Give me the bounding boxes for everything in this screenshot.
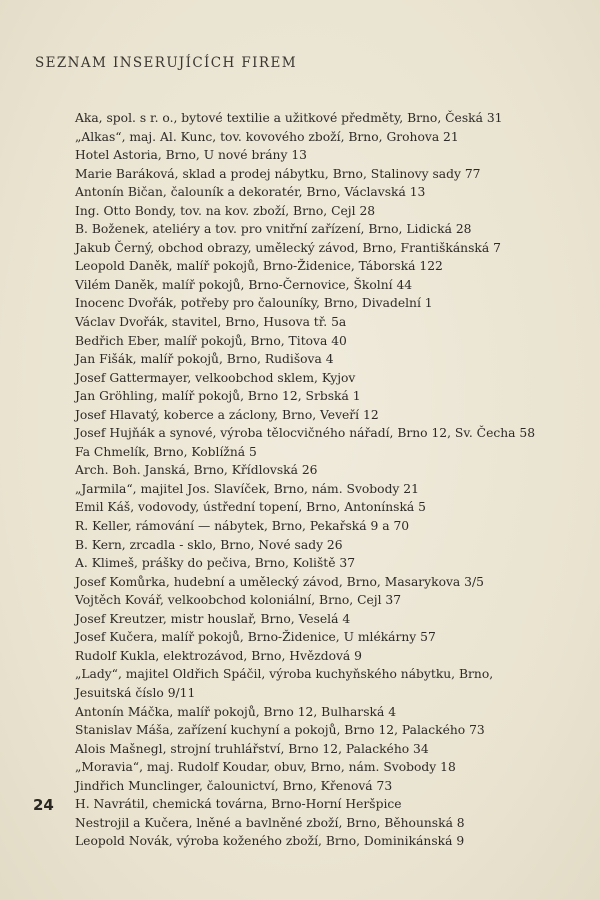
list-item: „Lady“, majitel Oldřich Spáčil, výroba kuchyňského nábytku, Brno, xyxy=(75,667,494,682)
list-item: Leopold Daněk, malíř pokojů, Brno-Židenice, Táborská 122 xyxy=(75,259,443,274)
list-item: Jan Gröhling, malíř pokojů, Brno 12, Srbská 1 xyxy=(75,389,361,404)
list-item: Rudolf Kukla, elektrozávod, Brno, Hvězdová 9 xyxy=(75,648,362,663)
list-item: Josef Kreutzer, mistr houslař, Brno, Veselá 4 xyxy=(75,611,351,626)
list-item: Josef Komůrka, hudební a umělecký závod, Brno, Masarykova 3/5 xyxy=(75,574,484,589)
list-item: A. Klimeš, prášky do pečiva, Brno, Koliště 37 xyxy=(75,556,356,571)
page-number: 24 xyxy=(33,796,54,814)
list-item: Jindřich Munclinger, čalounictví, Brno, Křenová 73 xyxy=(75,778,393,793)
list-item: Emil Káš, vodovody, ústřední topení, Brno, Antonínská 5 xyxy=(75,500,426,515)
list-item: „Moravia“, maj. Rudolf Koudar, obuv, Brno, nám. Svobody 18 xyxy=(75,760,456,775)
list-item: Vilém Daněk, malíř pokojů, Brno-Černovice, Školní 44 xyxy=(75,277,413,292)
page-header: SEZNAM INSERUJÍCÍCH FIREM xyxy=(35,55,297,71)
list-item: H. Navrátil, chemická továrna, Brno-Horní Heršpice xyxy=(75,797,402,812)
list-item: B. Kern, zrcadla - sklo, Brno, Nové sady 26 xyxy=(75,537,343,552)
list-item: Josef Hujňák a synové, výroba tělocvičného nářadí, Brno 12, Sv. Čecha 58 xyxy=(75,426,536,441)
list-item: B. Boženek, ateliéry a tov. pro vnitřní zařízení, Brno, Lidická 28 xyxy=(75,222,472,237)
list-item: Hotel Astoria, Brno, U nové brány 13 xyxy=(75,148,307,163)
list-item: Jan Fišák, malíř pokojů, Brno, Rudišova 4 xyxy=(75,352,334,367)
list-item: Vojtěch Kovář, velkoobchod koloniální, Brno, Cejl 37 xyxy=(75,593,402,608)
list-item: Inocenc Dvořák, potřeby pro čalouníky, Brno, Divadelní 1 xyxy=(75,296,433,311)
list-item: Bedřich Eber, malíř pokojů, Brno, Titova 40 xyxy=(75,333,347,348)
list-item: Arch. Boh. Janská, Brno, Křídlovská 26 xyxy=(75,463,318,478)
list-item: Stanislav Máša, zařízení kuchyní a pokojů, Brno 12, Palackého 73 xyxy=(75,723,485,738)
list-item: „Alkas“, maj. Al. Kunc, tov. kovového zboží, Brno, Grohova 21 xyxy=(75,129,459,144)
list-item: Josef Hlavatý, koberce a záclony, Brno, Veveří 12 xyxy=(75,407,379,422)
list-item: Nestrojil a Kučera, lněné a bavlněné zboží, Brno, Běhounská 8 xyxy=(75,815,465,830)
list-item: Ing. Otto Bondy, tov. na kov. zboží, Brno, Cejl 28 xyxy=(75,203,376,218)
list-item: Josef Gattermayer, velkoobchod sklem, Kyjov xyxy=(75,370,356,385)
list-item: Aka, spol. s r. o., bytové textilie a užitkové předměty, Brno, Česká 31 xyxy=(75,111,503,125)
list-item: Antonín Máčka, malíř pokojů, Brno 12, Bulharská 4 xyxy=(75,704,397,719)
list-item: Jakub Černý, obchod obrazy, umělecký závod, Brno, Františkánská 7 xyxy=(75,240,501,255)
list-item: Fa Chmelík, Brno, Koblížná 5 xyxy=(75,444,257,459)
list-item: Václav Dvořák, stavitel, Brno, Husova tř. 5a xyxy=(75,315,347,330)
list-item: „Jarmila“, majitel Jos. Slavíček, Brno, nám. Svobody 21 xyxy=(75,481,419,496)
advertiser-list xyxy=(75,109,575,851)
list-item: Marie Baráková, sklad a prodej nábytku, Brno, Stalinovy sady 77 xyxy=(75,166,481,181)
list-item: Josef Kučera, malíř pokojů, Brno-Židenice, U mlékárny 57 xyxy=(75,630,436,645)
list-item: Alois Mašnegl, strojní truhlářství, Brno 12, Palackého 34 xyxy=(75,741,429,756)
list-item: Antonín Bičan, čalouník a dekoratér, Brno, Václavská 13 xyxy=(75,185,426,200)
list-item: Leopold Novák, výroba koženého zboží, Brno, Dominikánská 9 xyxy=(75,834,465,849)
list-item: Jesuitská číslo 9/11 xyxy=(75,685,196,700)
list-item: R. Keller, rámování — nábytek, Brno, Pekařská 9 a 70 xyxy=(75,519,410,534)
